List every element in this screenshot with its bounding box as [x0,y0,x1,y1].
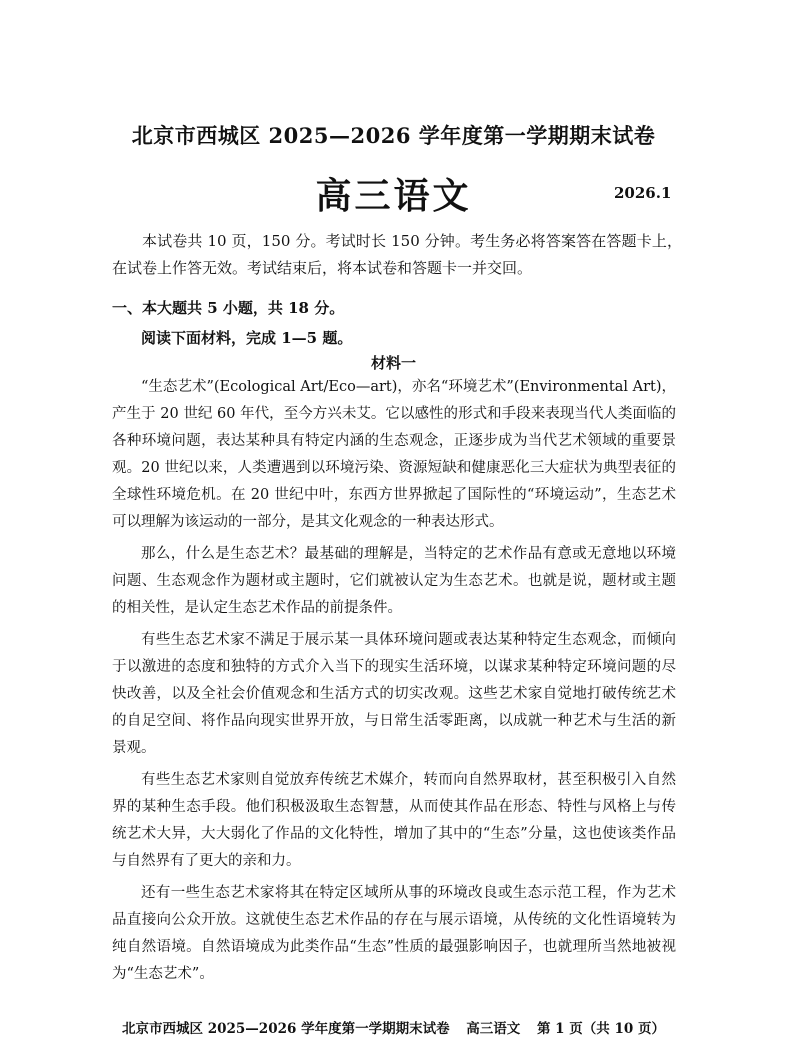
section-heading: 一、本大题共 5 小题，共 18 分。 [112,299,345,317]
material-body [112,374,676,993]
material-title: 材料一 [370,354,416,372]
exam-date: 2026.1 [614,184,672,202]
exam-title: 北京市西城区 2025—2026 学年度第一学期期末试卷 [131,123,656,148]
paragraph: 还有一些生态艺术家将其在特定区域所从事的环境改良或生态示范工程，作为艺术品直接向公众开放。这就使生态艺术作品的存在与展示语境，从传统的文化性语境转为纯自然语境。自然语境成为此类作品“生态”性质的最强影响因子，也就理所当然地被视为“生态艺术”。 [112,885,676,982]
footer-title: 北京市西城区 2025—2026 学年度第一学期期末试卷 [122,1021,450,1037]
paragraph: 有些生态艺术家不满足于展示某一具体环境问题或表达某种特定生态观念，而倾向于以激进的态度和独特的方式介入当下的现实生活环境，以谋求某种特定环境问题的尽快改善，以及全社会价值观念和生活方式的切实改观。这些艺术家自觉地打破传统艺术的自足空间、将作品向现实世界开放，与日常生活零距离，以成就一种艺术与生活的新景观。 [112,632,676,756]
subject-title: 高三语文 [315,175,472,217]
exam-instructions: 本试卷共 10 页，150 分。考试时长 150 分钟。考生务必将答案答在答题卡上，在试卷上作答无效。考试结束后，将本试卷和答题卡一并交回。 [112,232,682,277]
footer-page-number: 第 1 页（共 10 页） [536,1021,665,1037]
footer-subject: 高三语文 [466,1021,521,1037]
page-footer [0,1017,787,1037]
paragraph: 那么，什么是生态艺术？最基础的理解是，当特定的艺术作品有意或无意地以环境问题、生态观念作为题材或主题时，它们就被认定为生态艺术。也就是说，题材或主题的相关性，是认定生态艺术作品的前提条件。 [112,546,676,616]
paragraph: “生态艺术”(Ecological Art/Eco—art)，亦名“环境艺术”(Environmental Art)，产生于 20 世纪 60 年代，至今方兴未艾。它以感性的形式和手段来表现当代人类面临的各种环境问题，表达某种具有特定内涵的生态观念，正逐步成为当代艺术领域的重要景观。20 世纪以来，人类遭遇到以环境污染、资源短缺和健康恶化三大症状为典型表征的全球性环境危机。在 20 世纪中叶，东西方世界掀起了国际性的“环境运动”，生态艺术可以理解为该运动的一部分，是其文化观念的一种表达形式。 [112,379,676,530]
paragraph: 有些生态艺术家则自觉放弃传统艺术媒介，转而向自然界取材，甚至积极引入自然界的某种生态手段。他们积极汲取生态智慧，从而使其作品在形态、特性与风格上与传统艺术大异，大大弱化了作品的文化特性，增加了其中的“生态”分量，这也使该类作品与自然界有了更大的亲和力。 [112,772,676,869]
reading-instruction: 阅读下面材料，完成 1—5 题。 [141,329,353,347]
